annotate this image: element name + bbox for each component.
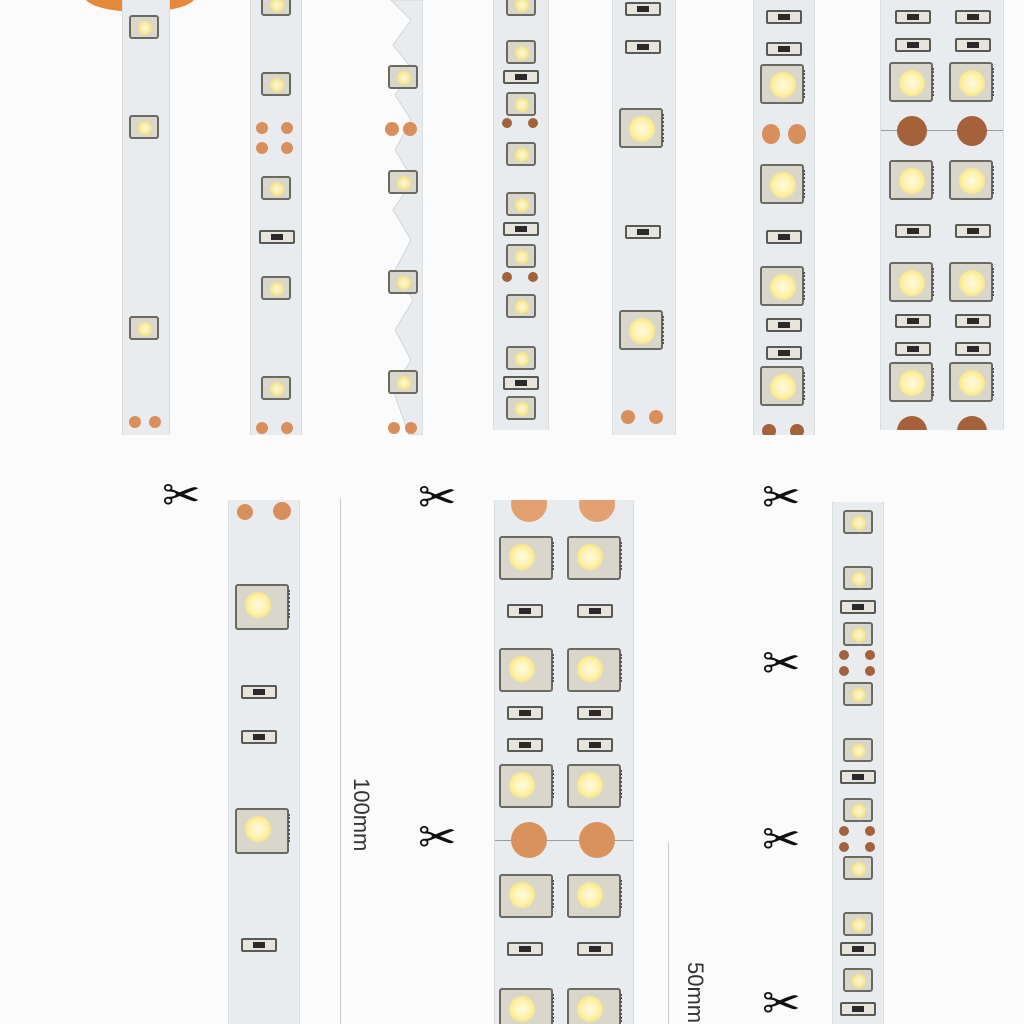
solder-pad	[528, 118, 538, 128]
led-chip	[388, 270, 418, 294]
solder-pad	[865, 842, 875, 852]
resistor	[577, 706, 613, 720]
solder-pad	[528, 272, 538, 282]
led-chip	[889, 62, 933, 102]
solder-pad	[273, 502, 291, 520]
scissors-icon: ✂	[418, 810, 457, 864]
led-strip-3528-60	[250, 0, 302, 435]
led-chip	[506, 244, 536, 268]
led-chip	[949, 62, 993, 102]
resistor	[625, 2, 661, 16]
led-strip-5050-double-closeup	[494, 500, 634, 1024]
scissors-icon: ✂	[418, 470, 457, 524]
led-chip	[499, 988, 553, 1024]
led-chip	[619, 108, 663, 148]
solder-pad	[865, 650, 875, 660]
solder-pad	[897, 416, 927, 430]
led-chip	[619, 310, 663, 350]
solder-pad	[957, 416, 987, 430]
resistor	[507, 604, 543, 618]
led-chip	[889, 262, 933, 302]
solder-pad	[621, 410, 635, 424]
resistor	[259, 230, 295, 244]
solder-pad	[385, 122, 399, 136]
led-chip	[129, 115, 159, 139]
solder-pad	[256, 422, 268, 434]
solder-pad	[405, 422, 417, 434]
led-chip	[261, 72, 291, 96]
led-chip	[506, 92, 536, 116]
led-strip-5050-30	[612, 0, 676, 435]
solder-pad	[649, 410, 663, 424]
resistor	[503, 222, 539, 236]
led-strip-3528-120	[493, 0, 549, 430]
resistor	[577, 604, 613, 618]
led-chip	[499, 764, 553, 808]
led-strip-sparse-3528	[122, 0, 170, 435]
led-chip	[567, 764, 621, 808]
led-chip	[843, 510, 873, 534]
led-chip	[499, 874, 553, 918]
led-strip-5050-30-closeup	[228, 500, 300, 1024]
measure-label-100mm: 100mm	[349, 778, 374, 852]
resistor	[955, 10, 991, 24]
resistor	[766, 346, 802, 360]
solder-pad	[865, 826, 875, 836]
resistor	[507, 738, 543, 752]
resistor	[241, 730, 277, 744]
solder-pad	[403, 122, 417, 136]
measure-line-100mm	[340, 498, 341, 1024]
led-strip-s-shape	[383, 0, 423, 435]
led-chip	[949, 262, 993, 302]
led-chip	[949, 160, 993, 200]
solder-pad	[281, 142, 293, 154]
resistor	[766, 230, 802, 244]
led-chip	[760, 266, 804, 306]
led-chip	[261, 376, 291, 400]
led-chip	[261, 276, 291, 300]
led-chip	[235, 808, 289, 854]
led-chip	[949, 362, 993, 402]
led-chip	[760, 366, 804, 406]
led-chip	[506, 396, 536, 420]
led-strip-3528-120-closeup	[832, 502, 884, 1024]
solder-pad	[865, 666, 875, 676]
resistor	[895, 342, 931, 356]
scissors-icon: ✂	[762, 470, 801, 524]
resistor	[955, 342, 991, 356]
solder-pad	[129, 416, 141, 428]
led-chip	[388, 65, 418, 89]
solder-pad	[237, 504, 253, 520]
led-chip	[129, 316, 159, 340]
solder-pad	[281, 122, 293, 134]
resistor	[955, 224, 991, 238]
solder-pad	[256, 142, 268, 154]
led-chip	[499, 536, 553, 580]
led-chip	[506, 0, 536, 16]
led-chip	[388, 370, 418, 394]
solder-pad	[788, 124, 806, 144]
resistor	[766, 10, 802, 24]
led-chip	[499, 648, 553, 692]
solder-pad	[790, 424, 804, 435]
solder-pad	[839, 842, 849, 852]
scissors-icon: ✂	[762, 636, 801, 690]
resistor	[625, 225, 661, 239]
resistor	[241, 938, 277, 952]
solder-pad	[839, 666, 849, 676]
resistor	[503, 70, 539, 84]
resistor	[766, 42, 802, 56]
resistor	[241, 685, 277, 699]
solder-pad	[897, 116, 927, 146]
led-chip	[843, 682, 873, 706]
resistor	[840, 600, 876, 614]
led-chip	[889, 362, 933, 402]
solder-pad	[839, 650, 849, 660]
scissors-icon: ✂	[762, 812, 801, 866]
resistor	[955, 314, 991, 328]
solder-pad	[511, 822, 547, 858]
solder-pad	[579, 822, 615, 858]
led-chip	[261, 0, 291, 16]
resistor	[895, 38, 931, 52]
solder-pad	[762, 124, 780, 144]
measure-line-50mm	[668, 842, 669, 1024]
led-chip	[567, 536, 621, 580]
solder-pad	[762, 424, 776, 435]
solder-pad	[957, 116, 987, 146]
led-chip	[843, 912, 873, 936]
led-chip	[388, 170, 418, 194]
resistor	[625, 40, 661, 54]
led-chip	[843, 856, 873, 880]
resistor	[507, 706, 543, 720]
led-chip	[760, 164, 804, 204]
led-strip-5050-60	[753, 0, 815, 435]
solder-pad	[511, 500, 547, 522]
solder-pad	[579, 500, 615, 522]
resistor	[840, 770, 876, 784]
led-chip	[843, 738, 873, 762]
resistor	[766, 318, 802, 332]
solder-pad	[839, 826, 849, 836]
led-chip	[235, 584, 289, 630]
led-chip	[843, 622, 873, 646]
solder-pad	[256, 122, 268, 134]
led-chip	[506, 40, 536, 64]
resistor	[895, 10, 931, 24]
solder-pad	[388, 422, 400, 434]
resistor	[503, 376, 539, 390]
led-chip	[129, 15, 159, 39]
solder-pad	[502, 118, 512, 128]
led-chip	[567, 874, 621, 918]
solder-pad	[281, 422, 293, 434]
led-chip	[261, 176, 291, 200]
led-chip	[567, 648, 621, 692]
resistor	[577, 738, 613, 752]
resistor	[840, 942, 876, 956]
led-chip	[506, 346, 536, 370]
led-chip	[843, 798, 873, 822]
measure-label-50mm: 50mm	[683, 962, 708, 1024]
led-chip	[889, 160, 933, 200]
solder-pad	[149, 416, 161, 428]
led-chip	[506, 294, 536, 318]
resistor	[895, 314, 931, 328]
resistor	[507, 942, 543, 956]
led-chip	[567, 988, 621, 1024]
resistor	[895, 224, 931, 238]
led-chip	[843, 566, 873, 590]
led-chip	[506, 192, 536, 216]
resistor	[840, 1002, 876, 1016]
solder-pad	[502, 272, 512, 282]
led-chip	[843, 968, 873, 992]
scissors-icon: ✂	[762, 976, 801, 1024]
scissors-icon: ✂	[162, 468, 201, 522]
led-strip-5050-double	[880, 0, 1004, 430]
led-chip	[760, 64, 804, 104]
resistor	[955, 38, 991, 52]
resistor	[577, 942, 613, 956]
led-chip	[506, 142, 536, 166]
